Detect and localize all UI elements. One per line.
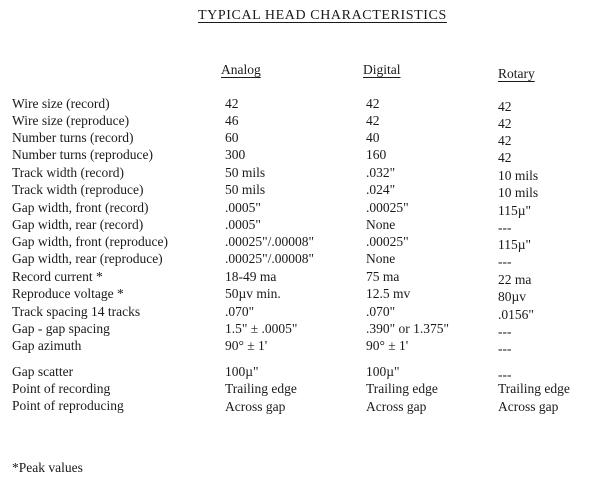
cell-analog: 1.5" ± .0005" [225,321,298,336]
cell-digital: 40 [366,130,380,145]
row-label: Gap scatter [12,364,74,379]
row-label: Track width (reproduce) [12,182,144,197]
row-label: Gap width, front (reproduce) [12,234,168,249]
row-label: Gap azimuth [12,338,82,353]
cell-digital: 42 [366,96,380,111]
cell-analog: 46 [225,113,239,128]
row-label: Number turns (reproduce) [12,147,153,162]
cell-analog: .0005" [225,217,261,232]
cell-rotary: 42 [498,150,512,165]
cell-rotary: 115µ" [498,237,532,252]
row-label: Point of recording [12,381,111,396]
cell-analog: 50µv min. [225,286,281,301]
row-label: Track spacing 14 tracks [12,304,141,319]
cell-rotary: 10 mils [498,168,539,183]
cell-analog: Across gap [225,399,286,414]
cell-digital: .032" [366,165,396,180]
cell-analog: 90° ± 1' [225,338,268,353]
row-label: Gap width, rear (record) [12,217,144,232]
cell-rotary: 22 ma [498,272,532,287]
cell-digital: 12.5 mv [366,286,411,301]
cell-digital: .024" [366,182,396,197]
cell-digital: None [366,251,396,266]
footnote: *Peak values [12,460,83,475]
cell-analog: .070" [225,304,255,319]
cell-digital: Across gap [366,399,427,414]
cell-digital: None [366,217,396,232]
cell-analog: 42 [225,96,239,111]
cell-analog: .00025"/.00008" [225,234,315,249]
cell-digital: .070" [366,304,396,319]
row-label: Number turns (record) [12,130,134,145]
cell-analog: 60 [225,130,239,145]
cell-analog: 300 [225,147,246,162]
cell-analog: .00025"/.00008" [225,251,315,266]
row-label: Gap width, front (record) [12,200,149,215]
cell-analog: .0005" [225,200,261,215]
cell-rotary: 10 mils [498,185,539,200]
cell-digital: 75 ma [366,269,400,284]
cell-rotary: Trailing edge [498,381,570,396]
cell-rotary: .0156" [498,307,534,322]
row-label: Gap - gap spacing [12,321,110,336]
cell-rotary: --- [498,367,512,382]
cell-rotary: --- [498,324,512,339]
cell-rotary: 42 [498,99,512,114]
row-label: Record current * [12,269,103,284]
row-label: Wire size (reproduce) [12,113,130,128]
cell-rotary: --- [498,341,512,356]
cell-rotary: 80µv [498,289,527,304]
cell-rotary: 42 [498,133,512,148]
cell-digital: 42 [366,113,380,128]
row-label: Gap width, rear (reproduce) [12,251,163,266]
cell-analog: 18-49 ma [225,269,277,284]
cell-rotary: 115µ" [498,203,532,218]
cell-analog: Trailing edge [225,381,297,396]
cell-rotary: --- [498,220,512,235]
cell-rotary: Across gap [498,399,559,414]
cell-analog: 100µ" [225,364,259,379]
cell-rotary: --- [498,254,512,269]
cell-digital: .00025" [366,200,409,215]
row-label: Wire size (record) [12,96,110,111]
cell-analog: 50 mils [225,165,266,180]
column-header-rotary: Rotary [498,66,535,81]
row-label: Reproduce voltage * [12,286,124,301]
cell-digital: 90° ± 1' [366,338,409,353]
cell-digital: Trailing edge [366,381,438,396]
column-header-analog: Analog [221,62,261,77]
row-label: Track width (record) [12,165,124,180]
cell-digital: 160 [366,147,387,162]
cell-digital: .00025" [366,234,409,249]
cell-analog: 50 mils [225,182,266,197]
page-title: TYPICAL HEAD CHARACTERISTICS [198,8,447,23]
cell-digital: .390" or 1.375" [366,321,450,336]
row-label: Point of reproducing [12,398,124,413]
cell-digital: 100µ" [366,364,400,379]
cell-rotary: 42 [498,116,512,131]
column-header-digital: Digital [363,62,401,77]
